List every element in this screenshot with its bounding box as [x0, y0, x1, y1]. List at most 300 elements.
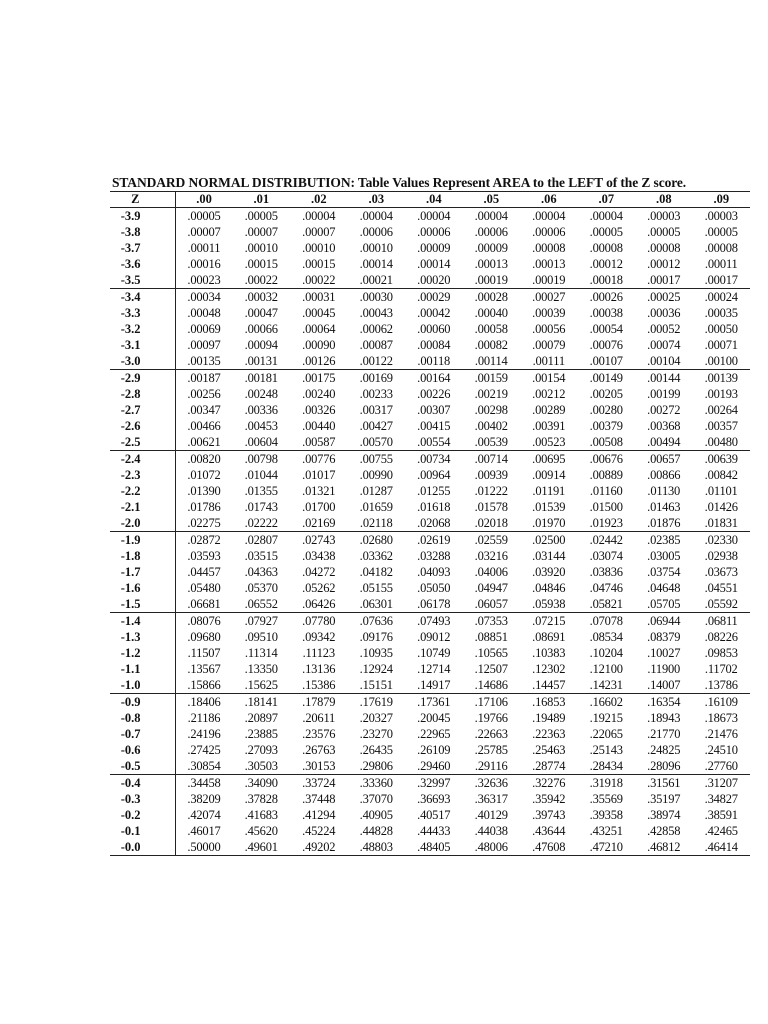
z-value-cell: -3.3	[110, 305, 175, 321]
area-value-cell: .00022	[302, 273, 336, 287]
area-value-cell: .00032	[233, 289, 291, 306]
area-value-cell: .01321	[302, 484, 336, 498]
area-value-cell: .01426	[704, 500, 738, 514]
area-value-cell: .00298	[474, 403, 508, 417]
table-row	[110, 726, 750, 742]
area-value-cell: .00004	[359, 209, 393, 223]
area-value-cell: .36693	[417, 792, 451, 806]
area-value-cell: .00060	[417, 322, 451, 336]
z-value-cell: -2.8	[110, 386, 175, 402]
area-value-cell: .00007	[244, 225, 278, 239]
table-row	[110, 548, 750, 564]
area-value-cell: .00007	[187, 225, 221, 239]
area-value-cell: .20897	[244, 711, 278, 725]
area-value-cell: .00164	[405, 370, 463, 387]
area-value-cell: .29116	[474, 759, 508, 773]
area-value-cell: .25785	[474, 743, 508, 757]
area-value-cell: .18943	[647, 711, 681, 725]
area-value-cell: .00256	[187, 387, 221, 401]
area-value-cell: .00639	[693, 451, 751, 468]
area-value-cell: .01876	[647, 516, 681, 530]
area-value-cell: .00114	[474, 354, 508, 368]
table-row	[110, 645, 750, 661]
table-row	[110, 710, 750, 726]
area-value-cell: .02680	[348, 532, 406, 549]
area-value-cell: .00990	[359, 468, 393, 482]
area-value-cell: .12302	[532, 662, 566, 676]
area-value-cell: .00048	[187, 306, 221, 320]
area-value-cell: .01500	[589, 500, 623, 514]
area-value-cell: .00016	[187, 257, 221, 271]
area-value-cell: .07636	[348, 613, 406, 630]
area-value-cell: .00027	[520, 289, 578, 306]
area-value-cell: .03593	[187, 549, 221, 563]
area-value-cell: .42465	[704, 824, 738, 838]
area-value-cell: .33724	[290, 775, 348, 792]
area-value-cell: .00939	[474, 468, 508, 482]
area-value-cell: .05262	[302, 581, 336, 595]
area-value-cell: .02442	[578, 532, 636, 549]
area-value-cell: .09342	[302, 630, 336, 644]
area-value-cell: .03673	[704, 565, 738, 579]
area-value-cell: .07078	[578, 613, 636, 630]
area-value-cell: .24196	[187, 727, 221, 741]
table-row	[110, 370, 750, 387]
area-value-cell: .38974	[647, 808, 681, 822]
area-value-cell: .37070	[359, 792, 393, 806]
area-value-cell: .16109	[693, 694, 751, 711]
area-value-cell: .32997	[405, 775, 463, 792]
area-value-cell: .00111	[532, 354, 565, 368]
area-value-cell: .00453	[244, 419, 278, 433]
area-value-cell: .34090	[233, 775, 291, 792]
area-value-cell: .44828	[359, 824, 393, 838]
area-value-cell: .46017	[187, 824, 221, 838]
z-value-cell: -1.0	[110, 677, 175, 694]
area-value-cell: .13786	[704, 678, 738, 692]
area-value-cell: .48405	[417, 840, 451, 854]
area-value-cell: .06944	[635, 613, 693, 630]
table-row	[110, 613, 750, 630]
area-value-cell: .00004	[474, 209, 508, 223]
table-row	[110, 418, 750, 434]
z-value-cell: -1.6	[110, 580, 175, 596]
area-value-cell: .05480	[187, 581, 221, 595]
area-value-cell: .39743	[532, 808, 566, 822]
area-value-cell: .00031	[290, 289, 348, 306]
area-value-cell: .15866	[187, 678, 221, 692]
z-value-cell: -1.7	[110, 564, 175, 580]
area-value-cell: .00248	[244, 387, 278, 401]
area-value-cell: .06552	[244, 597, 278, 611]
area-value-cell: .02118	[359, 516, 393, 530]
area-value-cell: .00008	[647, 241, 681, 255]
area-value-cell: .00012	[647, 257, 681, 271]
area-value-cell: .00391	[532, 419, 566, 433]
area-value-cell: .01831	[704, 516, 738, 530]
z-value-cell: -2.1	[110, 499, 175, 515]
area-value-cell: .00007	[302, 225, 336, 239]
area-value-cell: .00087	[359, 338, 393, 352]
document-page	[110, 174, 750, 856]
area-value-cell: .01191	[532, 484, 566, 498]
area-value-cell: .00009	[417, 241, 451, 255]
area-value-cell: .00008	[589, 241, 623, 255]
area-value-cell: .03362	[359, 549, 393, 563]
table-row	[110, 208, 750, 225]
area-value-cell: .00004	[302, 209, 336, 223]
area-value-cell: .16853	[520, 694, 578, 711]
area-value-cell: .00004	[417, 209, 451, 223]
area-value-cell: .16354	[635, 694, 693, 711]
area-value-cell: .00240	[302, 387, 336, 401]
area-value-cell: .02018	[474, 516, 508, 530]
table-row	[110, 224, 750, 240]
area-value-cell: .00604	[244, 435, 278, 449]
area-value-cell: .00415	[417, 419, 451, 433]
area-value-cell: .23576	[302, 727, 336, 741]
area-value-cell: .00676	[578, 451, 636, 468]
area-value-cell: .06811	[693, 613, 751, 630]
table-row	[110, 532, 750, 549]
area-value-cell: .13136	[302, 662, 336, 676]
z-value-cell: -3.1	[110, 337, 175, 353]
z-value-cell: -0.0	[110, 839, 175, 856]
table-row	[110, 629, 750, 645]
column-header: .05	[463, 192, 521, 208]
area-value-cell: .00144	[635, 370, 693, 387]
area-value-cell: .01743	[244, 500, 278, 514]
area-value-cell: .02330	[693, 532, 751, 549]
table-row	[110, 321, 750, 337]
area-value-cell: .00219	[474, 387, 508, 401]
area-value-cell: .17879	[290, 694, 348, 711]
area-value-cell: .02275	[187, 516, 221, 530]
area-value-cell: .35569	[589, 792, 623, 806]
area-value-cell: .00026	[578, 289, 636, 306]
area-value-cell: .00820	[175, 451, 233, 468]
table-row	[110, 402, 750, 418]
area-value-cell: .00023	[187, 273, 221, 287]
area-value-cell: .02559	[463, 532, 521, 549]
area-value-cell: .01101	[704, 484, 738, 498]
area-value-cell: .00008	[532, 241, 566, 255]
area-value-cell: .00212	[532, 387, 566, 401]
z-value-cell: -1.9	[110, 532, 175, 549]
area-value-cell: .24825	[647, 743, 681, 757]
area-value-cell: .47608	[532, 840, 566, 854]
area-value-cell: .00126	[302, 354, 336, 368]
area-value-cell: .00054	[589, 322, 623, 336]
area-value-cell: .00466	[187, 419, 221, 433]
area-value-cell: .22663	[474, 727, 508, 741]
area-value-cell: .01017	[302, 468, 336, 482]
table-row	[110, 791, 750, 807]
area-value-cell: .08851	[474, 630, 508, 644]
area-value-cell: .00657	[635, 451, 693, 468]
area-value-cell: .40129	[474, 808, 508, 822]
area-value-cell: .08534	[589, 630, 623, 644]
area-value-cell: .03005	[647, 549, 681, 563]
area-value-cell: .00064	[302, 322, 336, 336]
area-value-cell: .48006	[474, 840, 508, 854]
area-value-cell: .49202	[302, 840, 336, 854]
area-value-cell: .00062	[359, 322, 393, 336]
area-value-cell: .09510	[244, 630, 278, 644]
area-value-cell: .10565	[474, 646, 508, 660]
table-row	[110, 240, 750, 256]
area-value-cell: .29806	[359, 759, 393, 773]
area-value-cell: .45224	[302, 824, 336, 838]
area-value-cell: .00010	[359, 241, 393, 255]
z-value-cell: -3.6	[110, 256, 175, 272]
area-value-cell: .04006	[474, 565, 508, 579]
area-value-cell: .00181	[233, 370, 291, 387]
area-value-cell: .32276	[520, 775, 578, 792]
area-value-cell: .38591	[704, 808, 738, 822]
table-row	[110, 434, 750, 451]
area-value-cell: .10383	[532, 646, 566, 660]
area-value-cell: .04846	[532, 581, 566, 595]
area-value-cell: .00866	[647, 468, 681, 482]
table-row	[110, 305, 750, 321]
z-score-table	[110, 191, 750, 856]
area-value-cell: .04363	[244, 565, 278, 579]
z-value-cell: -2.9	[110, 370, 175, 387]
table-row	[110, 580, 750, 596]
z-value-cell: -0.5	[110, 758, 175, 775]
area-value-cell: .11507	[187, 646, 221, 660]
area-value-cell: .46414	[704, 840, 738, 854]
column-header: .02	[290, 192, 348, 208]
area-value-cell: .41683	[244, 808, 278, 822]
area-value-cell: .00019	[474, 273, 508, 287]
area-value-cell: .00317	[359, 403, 393, 417]
area-value-cell: .23270	[359, 727, 393, 741]
area-value-cell: .00004	[532, 209, 566, 223]
area-value-cell: .00005	[647, 225, 681, 239]
area-value-cell: .01618	[417, 500, 451, 514]
table-row	[110, 742, 750, 758]
area-value-cell: .40905	[359, 808, 393, 822]
area-value-cell: .04648	[647, 581, 681, 595]
area-value-cell: .30854	[187, 759, 221, 773]
area-value-cell: .18406	[175, 694, 233, 711]
z-value-cell: -0.1	[110, 823, 175, 839]
area-value-cell: .15625	[244, 678, 278, 692]
area-value-cell: .01355	[244, 484, 278, 498]
area-value-cell: .00017	[647, 273, 681, 287]
area-value-cell: .16602	[578, 694, 636, 711]
area-value-cell: .00005	[187, 209, 221, 223]
area-value-cell: .00175	[290, 370, 348, 387]
z-value-cell: -3.4	[110, 289, 175, 306]
area-value-cell: .26109	[417, 743, 451, 757]
area-value-cell: .28434	[589, 759, 623, 773]
area-value-cell: .00018	[589, 273, 623, 287]
area-value-cell: .00010	[244, 241, 278, 255]
area-value-cell: .03920	[532, 565, 566, 579]
z-value-cell: -1.4	[110, 613, 175, 630]
area-value-cell: .00069	[187, 322, 221, 336]
area-value-cell: .42858	[647, 824, 681, 838]
z-value-cell: -3.7	[110, 240, 175, 256]
area-value-cell: .00107	[589, 354, 623, 368]
area-value-cell: .20045	[417, 711, 451, 725]
area-value-cell: .01287	[359, 484, 393, 498]
area-value-cell: .00104	[647, 354, 681, 368]
area-value-cell: .03144	[532, 549, 566, 563]
area-value-cell: .00006	[417, 225, 451, 239]
area-value-cell: .01222	[474, 484, 508, 498]
area-value-cell: .00307	[417, 403, 451, 417]
area-value-cell: .32636	[463, 775, 521, 792]
area-value-cell: .00798	[233, 451, 291, 468]
area-value-cell: .14917	[417, 678, 451, 692]
area-value-cell: .00159	[463, 370, 521, 387]
area-value-cell: .37448	[302, 792, 336, 806]
area-value-cell: .40517	[417, 808, 451, 822]
area-value-cell: .03288	[417, 549, 451, 563]
area-value-cell: .14231	[589, 678, 623, 692]
column-header: .03	[348, 192, 406, 208]
z-value-cell: -0.6	[110, 742, 175, 758]
area-value-cell: .14457	[532, 678, 566, 692]
table-row	[110, 839, 750, 856]
area-value-cell: .02938	[704, 549, 738, 563]
area-value-cell: .10027	[647, 646, 681, 660]
area-value-cell: .05821	[589, 597, 623, 611]
area-value-cell: .00014	[417, 257, 451, 271]
area-value-cell: .00038	[589, 306, 623, 320]
area-value-cell: .00755	[348, 451, 406, 468]
area-value-cell: .00539	[474, 435, 508, 449]
area-value-cell: .01923	[589, 516, 623, 530]
z-value-cell: -2.4	[110, 451, 175, 468]
area-value-cell: .00039	[532, 306, 566, 320]
area-value-cell: .01463	[647, 500, 681, 514]
area-value-cell: .31207	[693, 775, 751, 792]
area-value-cell: .25143	[589, 743, 623, 757]
area-value-cell: .00013	[474, 257, 508, 271]
area-value-cell: .29460	[417, 759, 451, 773]
area-value-cell: .05592	[704, 597, 738, 611]
column-header: .09	[693, 192, 751, 208]
area-value-cell: .02068	[417, 516, 451, 530]
area-value-cell: .00011	[187, 241, 221, 255]
column-header: .01	[233, 192, 291, 208]
z-value-cell: -1.3	[110, 629, 175, 645]
area-value-cell: .10749	[417, 646, 451, 660]
area-value-cell: .00264	[704, 403, 738, 417]
area-value-cell: .00379	[589, 419, 623, 433]
area-value-cell: .02385	[635, 532, 693, 549]
area-value-cell: .00272	[647, 403, 681, 417]
area-value-cell: .06178	[417, 597, 451, 611]
area-value-cell: .08226	[704, 630, 738, 644]
area-value-cell: .00193	[704, 387, 738, 401]
area-value-cell: .09853	[704, 646, 738, 660]
area-value-cell: .00090	[302, 338, 336, 352]
area-value-cell: .00587	[302, 435, 336, 449]
area-value-cell: .18673	[704, 711, 738, 725]
area-value-cell: .00776	[290, 451, 348, 468]
area-value-cell: .00570	[359, 435, 393, 449]
area-value-cell: .00480	[704, 435, 738, 449]
table-row	[110, 694, 750, 711]
area-value-cell: .00034	[175, 289, 233, 306]
area-value-cell: .00964	[417, 468, 451, 482]
area-value-cell: .31561	[635, 775, 693, 792]
area-value-cell: .00042	[417, 306, 451, 320]
area-value-cell: .03074	[589, 549, 623, 563]
area-value-cell: .00074	[647, 338, 681, 352]
table-row	[110, 451, 750, 468]
area-value-cell: .07493	[405, 613, 463, 630]
area-value-cell: .50000	[187, 840, 221, 854]
area-value-cell: .00004	[589, 209, 623, 223]
z-value-cell: -2.0	[110, 515, 175, 532]
area-value-cell: .00100	[704, 354, 738, 368]
area-value-cell: .04457	[187, 565, 221, 579]
area-value-cell: .01130	[647, 484, 681, 498]
area-value-cell: .00010	[302, 241, 336, 255]
area-value-cell: .30503	[244, 759, 278, 773]
area-value-cell: .00734	[405, 451, 463, 468]
table-title: STANDARD NORMAL DISTRIBUTION: Table Values Represent AREA to the LEFT of the Z score.	[112, 175, 687, 190]
column-header: .08	[635, 192, 693, 208]
area-value-cell: .00082	[474, 338, 508, 352]
area-value-cell: .27760	[704, 759, 738, 773]
z-value-cell: -2.5	[110, 434, 175, 451]
table-row	[110, 499, 750, 515]
area-value-cell: .00035	[704, 306, 738, 320]
area-value-cell: .45620	[244, 824, 278, 838]
area-value-cell: .00012	[589, 257, 623, 271]
table-row	[110, 758, 750, 775]
area-value-cell: .00357	[704, 419, 738, 433]
area-value-cell: .12507	[474, 662, 508, 676]
area-value-cell: .22363	[532, 727, 566, 741]
table-row	[110, 256, 750, 272]
area-value-cell: .34827	[704, 792, 738, 806]
area-value-cell: .00045	[302, 306, 336, 320]
area-value-cell: .00226	[417, 387, 451, 401]
area-value-cell: .00008	[704, 241, 738, 255]
table-row	[110, 823, 750, 839]
area-value-cell: .01255	[417, 484, 451, 498]
z-column-header: Z	[110, 192, 175, 208]
area-value-cell: .00169	[348, 370, 406, 387]
area-value-cell: .35197	[647, 792, 681, 806]
area-value-cell: .00187	[175, 370, 233, 387]
area-value-cell: .07927	[233, 613, 291, 630]
z-value-cell: -0.2	[110, 807, 175, 823]
area-value-cell: .08379	[647, 630, 681, 644]
area-value-cell: .00009	[474, 241, 508, 255]
z-value-cell: -1.8	[110, 548, 175, 564]
area-value-cell: .11123	[302, 646, 335, 660]
area-value-cell: .43644	[532, 824, 566, 838]
table-row	[110, 337, 750, 353]
area-value-cell: .00084	[417, 338, 451, 352]
area-value-cell: .04093	[417, 565, 451, 579]
area-value-cell: .01539	[532, 500, 566, 514]
table-row	[110, 807, 750, 823]
table-row	[110, 515, 750, 532]
area-value-cell: .04746	[589, 581, 623, 595]
area-value-cell: .27093	[244, 743, 278, 757]
